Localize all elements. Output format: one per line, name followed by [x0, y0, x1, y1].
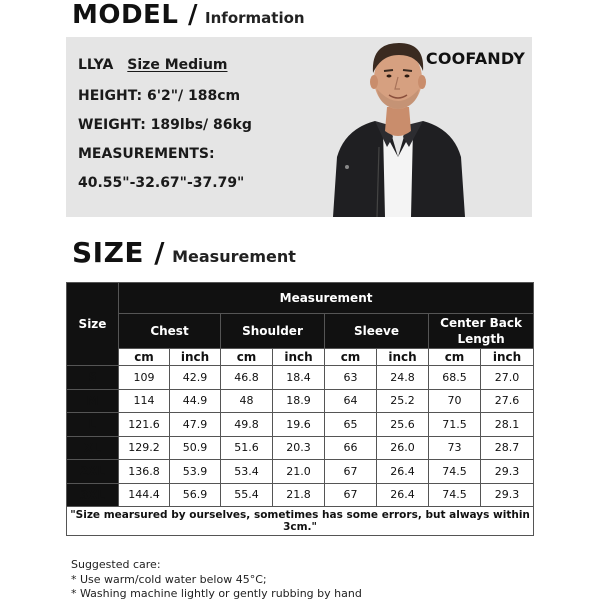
table-cell: 42.9 [170, 366, 221, 390]
table-cell: 26.4 [377, 483, 429, 507]
table-cell: 51.6 [221, 436, 273, 460]
table-cell: 44.9 [170, 389, 221, 413]
size-chart-table [66, 282, 534, 536]
model-info-card [66, 37, 532, 217]
table-cell: 121.6 [119, 413, 170, 437]
table-cell: 25.6 [377, 413, 429, 437]
table-cell: 27.0 [481, 366, 534, 390]
size-column-header: Size [67, 283, 119, 366]
table-cell: 48 [221, 389, 273, 413]
size-heading-title: SIZE / [72, 236, 165, 269]
unit-header: cm [119, 349, 170, 366]
table-cell: 28.1 [481, 413, 534, 437]
model-section-heading [72, 0, 305, 30]
model-photo [331, 37, 465, 217]
table-cell: 21.0 [273, 460, 325, 484]
table-cell: 21.8 [273, 483, 325, 507]
table-cell: 67 [325, 483, 377, 507]
model-name: LLYA [78, 57, 114, 73]
table-cell: 47.9 [170, 413, 221, 437]
unit-header: cm [429, 349, 481, 366]
brand-logo: COOFANDY [425, 49, 525, 68]
unit-header: inch [170, 349, 221, 366]
table-cell: 71.5 [429, 413, 481, 437]
table-row [67, 366, 534, 390]
table-cell: 64 [325, 389, 377, 413]
size-label: 2XL [67, 460, 119, 484]
size-label: S [67, 366, 119, 390]
table-cell: 53.9 [170, 460, 221, 484]
table-cell: 26.0 [377, 436, 429, 460]
table-cell: 144.4 [119, 483, 170, 507]
care-line: * Washing machine lightly or gently rubbing by hand [71, 587, 362, 600]
table-cell: 63 [325, 366, 377, 390]
table-row [67, 389, 534, 413]
table-cell: 74.5 [429, 483, 481, 507]
table-cell: 19.6 [273, 413, 325, 437]
unit-header: cm [221, 349, 273, 366]
table-cell: 28.7 [481, 436, 534, 460]
size-label: 3XL [67, 483, 119, 507]
table-cell: 49.8 [221, 413, 273, 437]
size-label: L [67, 413, 119, 437]
model-measurements-value: 40.55"-32.67"-37.79" [78, 175, 245, 191]
unit-header: inch [273, 349, 325, 366]
table-cell: 25.2 [377, 389, 429, 413]
center-back-length-header: Center Back Length [429, 314, 534, 349]
table-cell: 29.3 [481, 483, 534, 507]
size-label: XL [67, 436, 119, 460]
table-cell: 18.4 [273, 366, 325, 390]
size-heading-subtitle: Measurement [172, 247, 296, 266]
model-size: Size Medium [127, 57, 228, 73]
table-cell: 24.8 [377, 366, 429, 390]
model-name-line [78, 57, 228, 73]
table-cell: 73 [429, 436, 481, 460]
sleeve-header: Sleeve [325, 314, 429, 349]
table-cell: 70 [429, 389, 481, 413]
shoulder-header: Shoulder [221, 314, 325, 349]
table-cell: 114 [119, 389, 170, 413]
table-cell: 46.8 [221, 366, 273, 390]
table-cell: 55.4 [221, 483, 273, 507]
table-cell: 18.9 [273, 389, 325, 413]
table-cell: 66 [325, 436, 377, 460]
table-row [67, 436, 534, 460]
table-cell: 27.6 [481, 389, 534, 413]
care-line: * Use warm/cold water below 45°C; [71, 572, 267, 586]
table-cell: 67 [325, 460, 377, 484]
unit-header: inch [481, 349, 534, 366]
chest-header: Chest [119, 314, 221, 349]
care-title: Suggested care: [71, 558, 161, 571]
model-measurements-label: MEASUREMENTS: [78, 146, 215, 162]
table-cell: 29.3 [481, 460, 534, 484]
table-cell: 20.3 [273, 436, 325, 460]
table-cell: 68.5 [429, 366, 481, 390]
table-cell: 26.4 [377, 460, 429, 484]
table-row [67, 460, 534, 484]
table-cell: 109 [119, 366, 170, 390]
size-note: "Size mearsured by ourselves, sometimes has some errors, but always within 3cm." [67, 507, 534, 536]
table-row [67, 413, 534, 437]
table-cell: 53.4 [221, 460, 273, 484]
table-cell: 50.9 [170, 436, 221, 460]
size-section-heading [72, 236, 296, 269]
table-cell: 74.5 [429, 460, 481, 484]
unit-header: cm [325, 349, 377, 366]
measurement-header: Measurement [119, 283, 534, 314]
model-heading-title: MODEL / [72, 0, 198, 30]
size-label: M [67, 389, 119, 413]
care-instructions [71, 558, 362, 602]
model-height: HEIGHT: 6'2"/ 188cm [78, 88, 241, 104]
unit-header: inch [377, 349, 429, 366]
table-cell: 56.9 [170, 483, 221, 507]
table-cell: 129.2 [119, 436, 170, 460]
model-weight: WEIGHT: 189lbs/ 86kg [78, 117, 252, 133]
table-cell: 136.8 [119, 460, 170, 484]
table-row [67, 483, 534, 507]
table-cell: 65 [325, 413, 377, 437]
model-heading-subtitle: Information [205, 9, 305, 27]
